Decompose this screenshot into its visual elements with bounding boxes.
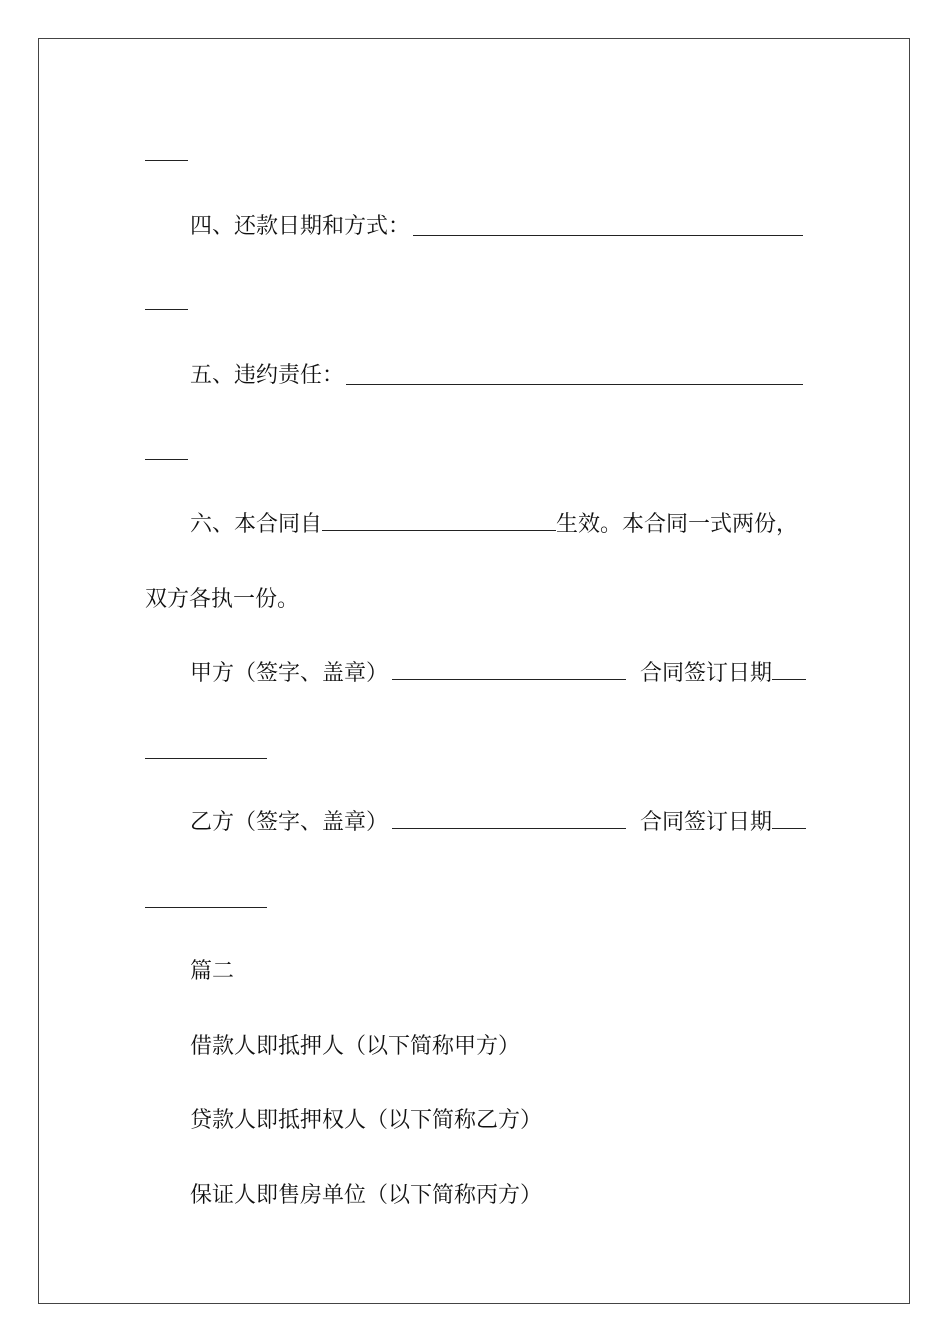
party-a-sign-date-blank[interactable] — [772, 659, 806, 680]
breach-blank-cont[interactable] — [145, 459, 188, 460]
continuation-rule — [145, 160, 188, 161]
effective-suffix: 生效。本合同一式两份， — [556, 512, 799, 537]
lender-line: 贷款人即抵押权人（以下简称乙方） — [190, 1108, 543, 1133]
effective-prefix: 六、本合同自 — [190, 512, 323, 537]
effective-clause — [190, 510, 798, 540]
party-a-sign-date-blank-cont[interactable] — [145, 758, 267, 759]
party-a-signature-line — [190, 659, 806, 689]
copies-line — [145, 585, 299, 615]
breach-label: 五、违约责任： — [190, 363, 345, 388]
party-b-sign-date-blank[interactable] — [772, 808, 806, 829]
breach-clause — [190, 361, 344, 391]
repayment-blank[interactable] — [413, 235, 803, 236]
party-a-label: 甲方（签字、盖章） — [190, 661, 389, 686]
section-two-heading: 篇二 — [190, 959, 235, 984]
party-a-sign-date-label: 合同签订日期 — [640, 661, 773, 686]
repayment-label: 四、还款日期和方式： — [190, 214, 411, 239]
party-b-sign-date-label: 合同签订日期 — [640, 810, 773, 835]
party-b-sign-date-blank-cont[interactable] — [145, 907, 267, 908]
borrower-line: 借款人即抵押人（以下简称甲方） — [190, 1034, 521, 1059]
breach-blank[interactable] — [346, 384, 803, 385]
repayment-clause — [190, 212, 410, 242]
party-a-signature-blank[interactable] — [392, 659, 626, 680]
party-b-label: 乙方（签字、盖章） — [190, 810, 389, 835]
copies-text: 双方各执一份。 — [145, 587, 300, 612]
guarantor-line: 保证人即售房单位（以下简称丙方） — [190, 1183, 543, 1208]
party-b-signature-blank[interactable] — [392, 808, 626, 829]
party-b-signature-line — [190, 808, 806, 838]
effective-date-blank[interactable] — [322, 510, 556, 531]
repayment-blank-cont[interactable] — [145, 309, 188, 310]
